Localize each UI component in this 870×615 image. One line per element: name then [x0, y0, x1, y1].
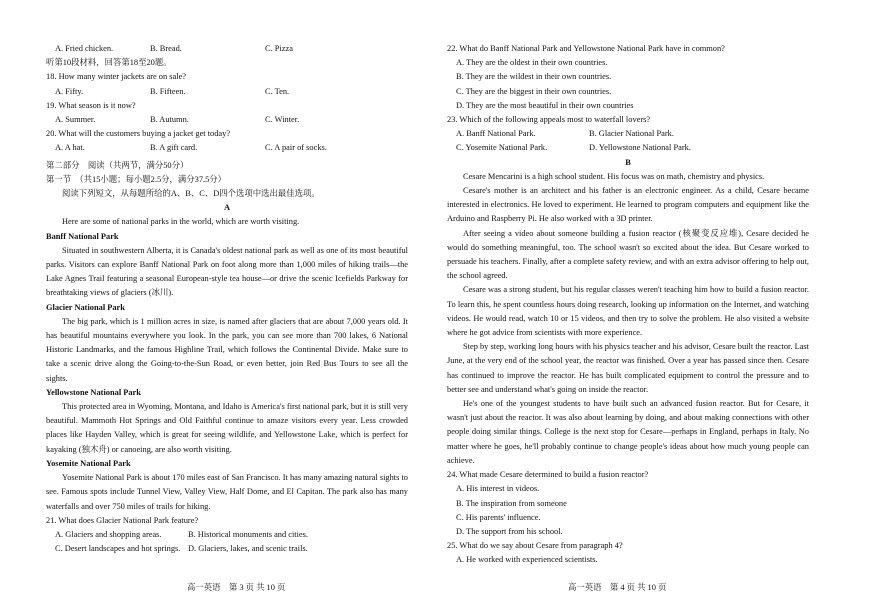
q24-option-d: D. The support from his school. — [456, 526, 563, 536]
question-18: 18. How many winter jackets are on sale? — [46, 72, 186, 82]
q19-option-c: C. Winter. — [265, 115, 300, 125]
passage-a-label: A — [223, 203, 231, 213]
q20-option-b: B. A gift card. — [150, 143, 198, 153]
question-22: 22. What do Banff National Park and Yellowstone National Park have in common? — [447, 44, 725, 53]
page-footer-3: 高一英语 第 3 页 共 10 页 — [187, 583, 286, 592]
listening-instruction-q18-20: 听第10段材料，回答第18至20题。 — [46, 58, 172, 68]
exam-page-4 — [435, 0, 870, 615]
banff-heading: Banff National Park — [46, 231, 119, 241]
reading-instruction: 阅读下列短文，从每题所给的A、B、C、D四个选项中选出最佳选项。 — [62, 189, 320, 199]
glacier-paragraph: The big park, which is 1 million acres in size, is named after glaciers that are about 7,000 years old. It has beautiful mountains everywhere you look. In the park, you can see more than 700 lakes, 6 National Historic Landmarks, and the famous Highline Trail, which follows the Continental Divide. Make sure to take a scenic drive along the Going-to-the-Sun Road, or even better, join Red Bus Tours to see all the sights. — [46, 316, 408, 383]
q17-option-a: A. Fried chicken. — [55, 44, 114, 53]
passage-b-paragraph-4: Cesare was a strong student, but his regular classes weren't teaching him how to build a fusion reactor. To learn this, he spent countless hours doing research, looking up information on the Internet, and watching videos. He would read, watch 10 or 15 videos, and then try to solve the problem. He also visited a website where he got advice from scientists with more experience. — [447, 285, 809, 338]
q20-option-c: C. A pair of socks. — [265, 143, 327, 153]
passage-b-paragraph-5: Step by step, working long hours with his physics teacher and his advisor, Cesare built the reactor. Last June, at the very end of the school year, the reactor was finished. Over a year has passed since then. Cesare has continued to improve the reactor. He has built complicated equipment to control the pressure and to better see and understand what's going on inside the reactor. — [447, 342, 809, 394]
left-column — [46, 42, 408, 556]
q22-option-a: A. They are the oldest in their own countries. — [456, 58, 608, 68]
q21-options-row1 — [46, 528, 408, 542]
part-2-heading: 第二部分 阅读（共两节，满分50分） — [46, 160, 189, 170]
q24-option-a: A. His interest in videos. — [456, 484, 540, 494]
q22-option-c: C. They are the biggest in their own countries. — [456, 86, 612, 96]
q22-option-b: B. They are the wildest in their own countries. — [456, 72, 612, 82]
q20-option-a: A. A hat. — [55, 143, 85, 153]
q23-option-c: C. Yosemite National Park. — [456, 143, 548, 153]
q25-option-a: A. He worked with experienced scientists. — [456, 555, 598, 565]
q21-option-d: D. Glaciers, lakes, and scenic trails. — [188, 544, 308, 554]
q21-option-c: C. Desert landscapes and hot springs. — [55, 544, 181, 554]
yosemite-heading: Yosemite National Park — [46, 458, 131, 468]
passage-a-intro: Here are some of national parks in the world, which are worth visiting. — [62, 217, 300, 227]
q18-option-b: B. Fifteen. — [150, 86, 186, 96]
passage-b-paragraph-1: Cesare Mencarini is a high school student. His focus was on math, chemistry and physics. — [463, 171, 765, 181]
q18-option-a: A. Fifty. — [55, 86, 84, 96]
yosemite-paragraph: Yosemite National Park is about 170 miles east of San Francisco. It has many amazing natural sights to see. Famous spots include Tunnel View, Valley View, Half Dome, and El Capitan. The park also has many waterfalls and over 750 miles of trails for hiking. — [46, 473, 408, 511]
right-column — [447, 42, 809, 568]
glacier-heading: Glacier National Park — [46, 302, 125, 312]
q23-option-b: B. Glacier National Park. — [589, 129, 674, 139]
q21-option-a: A. Glaciers and shopping areas. — [55, 529, 162, 539]
page-footer-4: 高一英语 第 4 页 共 10 页 — [568, 583, 667, 592]
passage-b-label: B — [625, 157, 631, 167]
question-20: 20. What will the customers buying a jacket get today? — [46, 129, 231, 139]
q19-option-b: B. Autumn. — [150, 115, 189, 125]
q22-option-d: D. They are the most beautiful in their own countries — [456, 100, 634, 110]
question-21: 21. What does Glacier National Park feature? — [46, 515, 199, 525]
q23-options-row2 — [447, 141, 809, 155]
q17-option-b: B. Bread. — [150, 44, 182, 53]
q19-options — [46, 113, 408, 127]
q23-option-a: A. Banff National Park. — [456, 129, 536, 139]
q21-options-row2 — [46, 542, 408, 556]
q17-options — [46, 42, 408, 56]
q23-options-row1 — [447, 127, 809, 141]
question-24: 24. What made Cesare determined to build a fusion reactor? — [447, 470, 649, 480]
q19-option-a: A. Summer. — [55, 115, 96, 125]
yellowstone-heading: Yellowstone National Park — [46, 387, 141, 397]
question-25: 25. What do we say about Cesare from paragraph 4? — [447, 541, 623, 551]
q17-option-c: C. Pizza — [265, 44, 293, 53]
q20-options — [46, 141, 408, 155]
q18-option-c: C. Ten. — [265, 86, 290, 96]
passage-b-paragraph-2: Cesare's mother is an architect and his father is an electronic engineer. As a child, Cesare became interested in electronics. He loved to experiment. He learned to program computers and equipment like the Arduino and Raspberry Pi. He also worked with a 3D printer. — [447, 186, 809, 224]
yellowstone-paragraph: This protected area in Wyoming, Montana, and Idaho is America's first national park, but it is still very beautiful. Mammoth Hot Springs and Old Faithful continue to amaze visitors every year. Less crowded places like Hayden Valley, which is great for seeing wildlife, and Yellowstone Lake, which is perfect for kayaking (独木舟) or canoeing, are also worth visiting. — [46, 402, 408, 454]
q24-option-b: B. The inspiration from someone — [456, 498, 567, 508]
q18-options — [46, 85, 408, 99]
q24-option-c: C. His parents' influence. — [456, 512, 541, 522]
passage-b-paragraph-3: After seeing a video about someone building a fusion reactor (核聚变反应堆), Cesare decided he would do something meaningful, too. The school wasn't so excited about the idea. But Cesare worked to persuade his teachers. Finally, after a complete safety review, and with an extra advisor offering to help out, the school agreed. — [447, 228, 809, 281]
question-19: 19. What season is it now? — [46, 100, 136, 110]
q23-option-d: D. Yellowstone National Park. — [589, 143, 691, 153]
question-23: 23. Which of the following appeals most to waterfall lovers? — [447, 115, 651, 125]
section-1-heading: 第一节 （共15小题；每小题2.5分，满分37.5分） — [46, 174, 227, 184]
passage-b-paragraph-6: He's one of the youngest students to have built such an advanced fusion reactor. But for Cesare, it wasn't just about the reactor. It was also about learning by doing, and about making connections with other people doing similar things. College is the next stop for Cesare—perhaps in England, perhaps in Italy. No matter where he goes, he'll probably continue to change people's ideas about how much young people can achieve. — [447, 399, 809, 465]
q21-option-b: B. Historical monuments and cities. — [188, 529, 309, 539]
banff-paragraph: Situated in southwestern Alberta, it is Canada's oldest national park as well as one of its most beautiful parks. Visitors can explore Banff National Park on foot along more than 1,000 miles of hiking trails—the Lake Agnes Trail featuring a seasonal European-style tea house—or drive the scenic Icefields Parkway for breathtaking views of glaciers (冰川). — [46, 245, 408, 298]
